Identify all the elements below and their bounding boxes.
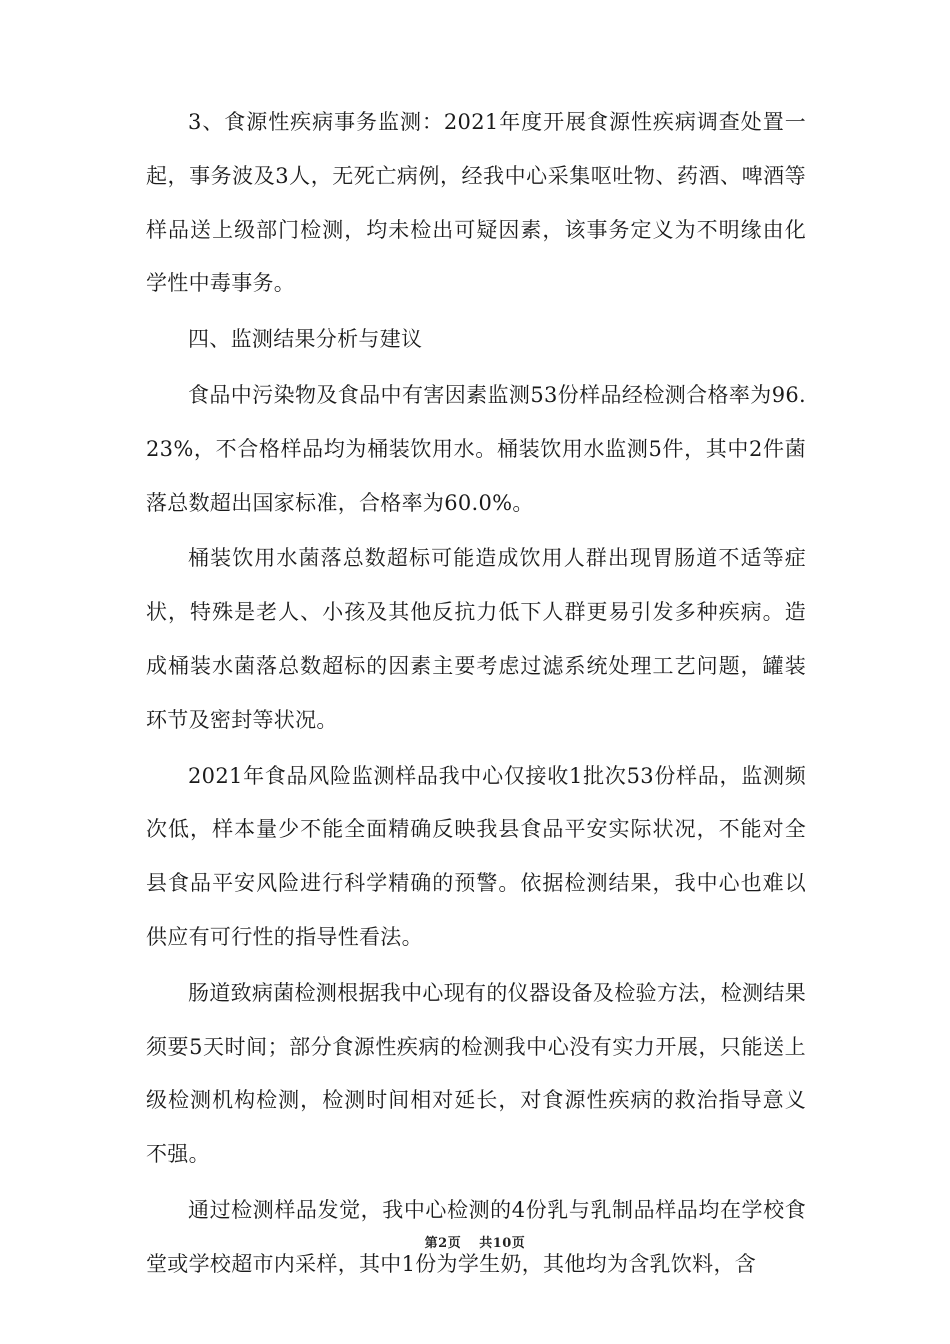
page-footer xyxy=(0,1232,950,1251)
paragraph-pathogen-detection: 肠道致病菌检测根据我中心现有的仪器设备及检验方法，检测结果须要5天时间；部分食源性疾病的检测我中心没有实力开展，只能送上级检测机构检测，检测时间相对延长，对食源性疾病的救治指导意义不强。 xyxy=(146,980,806,1167)
document-body xyxy=(146,96,806,1294)
section-heading-analysis: 四、监测结果分析与建议 xyxy=(188,327,423,352)
paragraph-dairy-samples: 通过检测样品发觉，我中心检测的4份乳与乳制品样品均在学校食堂或学校超市内采样，其中1份为学生奶，其他均为含乳饮料，含 xyxy=(146,1197,806,1276)
paragraph-sampling-limits: 2021年食品风险监测样品我中心仅接收1批次53份样品，监测频次低，样本量少不能全面精确反映我县食品平安实际状况，不能对全县食品平安风险进行科学精确的预警。依据检测结果，我中心也难以供应有可行性的指导性看法。 xyxy=(146,763,806,949)
page-number-current: 第2页 xyxy=(424,1236,462,1251)
page-number-total: 共10页 xyxy=(479,1236,526,1251)
paragraph-pollutant-results: 食品中污染物及食品中有害因素监测53份样品经检测合格率为96.23%，不合格样品均为桶装饮用水。桶装饮用水监测5件，其中2件菌落总数超出国家标准，合格率为60.0%。 xyxy=(146,382,806,515)
paragraph-foodborne-disease-monitoring: 3、食源性疾病事务监测：2021年度开展食源性疾病调查处置一起，事务波及3人，无死亡病例，经我中心采集呕吐物、药酒、啤酒等样品送上级部门检测，均未检出可疑因素，该事务定义为不明缘由化学性中毒事务。 xyxy=(146,110,806,296)
paragraph-bottled-water: 桶装饮用水菌落总数超标可能造成饮用人群出现胃肠道不适等症状，特殊是老人、小孩及其他反抗力低下人群更易引发多种疾病。造成桶装水菌落总数超标的因素主要考虑过滤系统处理工艺问题，罐装环节及密封等状况。 xyxy=(146,546,806,732)
